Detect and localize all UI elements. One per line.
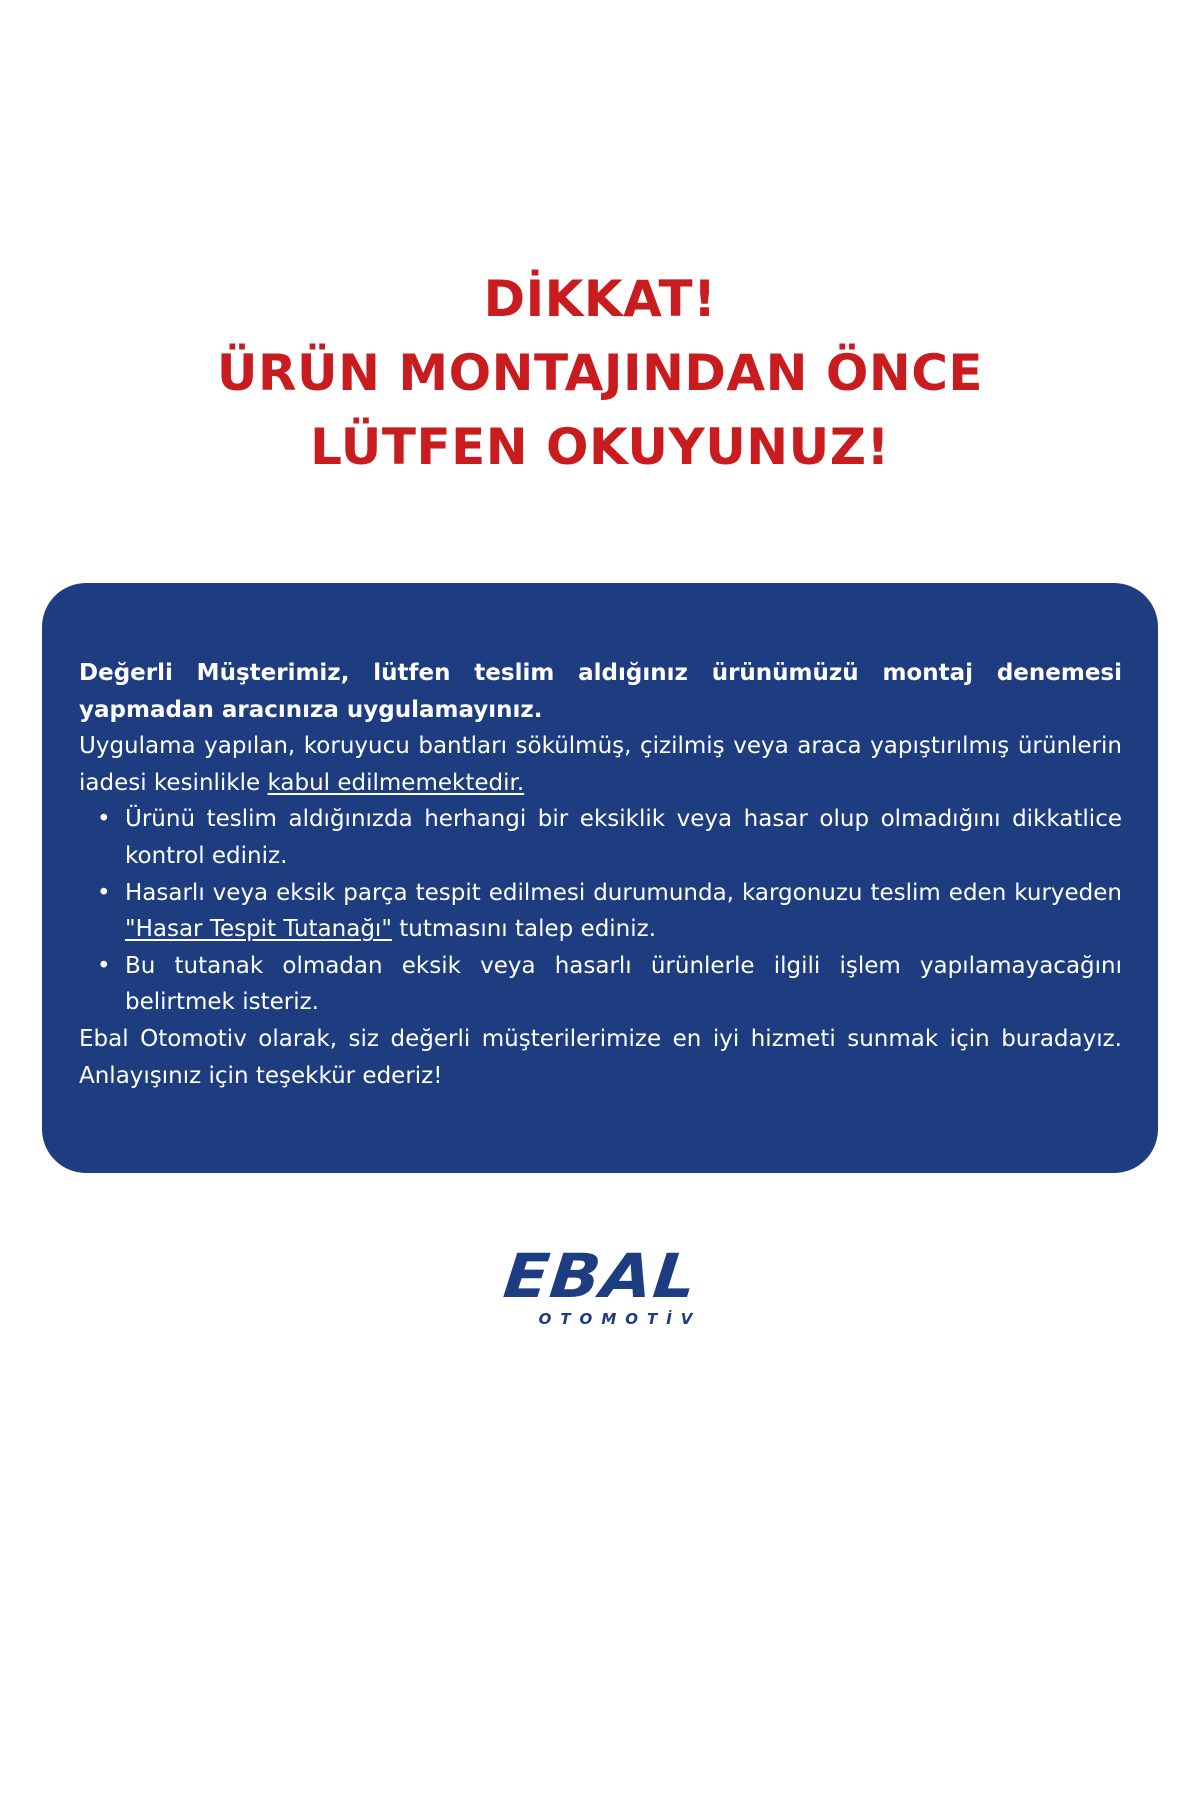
headline-line-2: ÜRÜN MONTAJINDAN ÖNCE: [216, 344, 984, 402]
notice-box: [42, 583, 1158, 1173]
headline-line-1: DİKKAT!: [483, 270, 717, 328]
bullet-icon: •: [97, 952, 111, 979]
list-item: [79, 948, 1122, 1021]
bullet-2-text-after: tutmasını talep ediniz.: [391, 916, 657, 943]
ebal-otomotiv-logo: [0, 1241, 1200, 1328]
intro-paragraph: Değerli Müşterimiz, lütfen teslim aldığınız ürünümüzü montaj denemesi yapmadan aracınıza uygulamayınız.: [79, 660, 1122, 723]
logo-wordmark: EBAL: [500, 1241, 701, 1312]
damage-report-link-text: "Hasar Tespit Tutanağı": [125, 916, 392, 943]
list-item: [79, 801, 1122, 874]
bullet-3-text: Bu tutanak olmadan eksik veya hasarlı ürünlerle ilgili işlem yapılamayacağını belirtmek isteriz.: [125, 952, 1122, 1016]
bullet-icon: •: [97, 879, 111, 906]
bullet-1-text: Ürünü teslim aldığınızda herhangi bir eksiklik veya hasar olup olmadığını dikkatlice kontrol ediniz.: [125, 806, 1122, 869]
bullet-icon: •: [97, 806, 111, 833]
list-item: [79, 875, 1122, 948]
closing-paragraph: Ebal Otomotiv olarak, siz değerli müşterilerimize en iyi hizmeti sunmak için buradayız. Anlayışınız için teşekkür ederiz!: [79, 1025, 1122, 1089]
warning-headline: [0, 262, 1200, 484]
bullet-2-text-before: Hasarlı veya eksik parça tespit edilmesi durumunda, kargonuzu teslim eden kuryeden: [125, 879, 1122, 906]
instruction-list: [79, 801, 1122, 1021]
policy-text: Uygulama yapılan, koruyucu bantları sökülmüş, çizilmiş veya araca yapıştırılmış ürünlerin iadesi kesinlikle: [79, 733, 1122, 796]
headline-line-3: LÜTFEN OKUYUNUZ!: [310, 418, 890, 476]
logo-subtitle: OTOMOTİV: [538, 1310, 702, 1328]
policy-underlined-text: kabul edilmemektedir.: [267, 769, 525, 796]
policy-paragraph: [79, 728, 1122, 801]
